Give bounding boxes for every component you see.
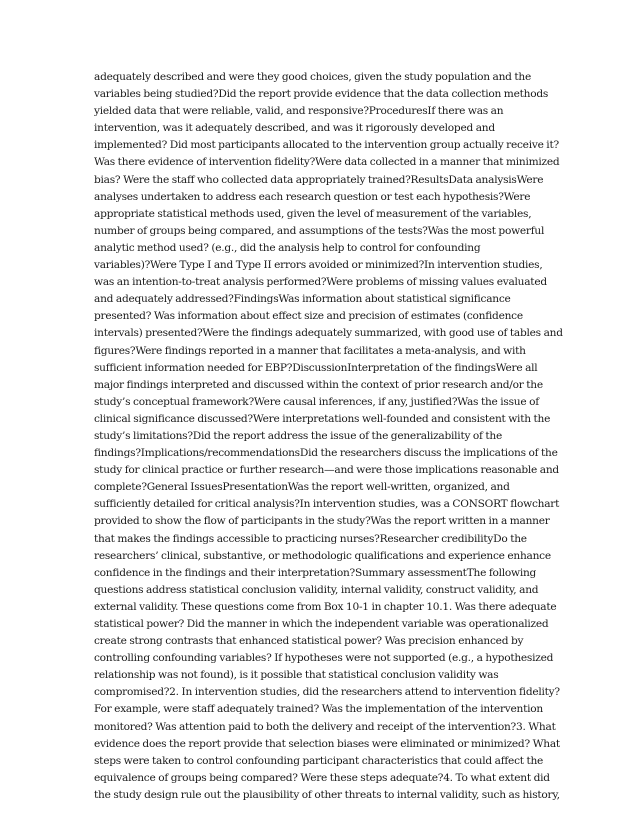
text-line: and adequately addressed?FindingsWas information about statistical significance: [94, 293, 511, 306]
text-line: appropriate statistical methods used, given the level of measurement of the variables,: [94, 207, 532, 220]
text-line: For example, were staff adequately trained? Was the implementation of the intervention: [94, 703, 543, 716]
body-text: [94, 69, 563, 804]
text-line: presented? Was information about effect size and precision of estimates (confidence: [94, 310, 523, 323]
text-line: figures?Were findings reported in a manner that facilitates a meta-analysis, and with: [94, 344, 526, 357]
text-line: sufficient information needed for EBP?DiscussionInterpretation of the findingsWere all: [94, 361, 538, 374]
text-line: create strong contrasts that enhanced statistical power? Was precision enhanced by: [94, 635, 524, 648]
text-line: analyses undertaken to address each research question or test each hypothesis?Were: [94, 190, 531, 203]
text-line: yielded data that were reliable, valid, and responsive?ProceduresIf there was an: [94, 105, 504, 118]
text-line: compromised?2. In intervention studies, did the researchers attend to intervention fidelity?: [94, 686, 560, 699]
text-line: relationship was not found), is it possible that statistical conclusion validity was: [94, 669, 499, 682]
text-line: statistical power? Did the manner in which the independent variable was operationalized: [94, 618, 549, 630]
text-line: was an intention-to-treat analysis performed?Were problems of missing values evaluated: [94, 276, 547, 289]
text-line: sufficiently detailed for critical analysis?In intervention studies, was a CONSORT flowchart: [94, 498, 560, 511]
text-line: study’s limitations?Did the report address the issue of the generalizability of the: [94, 429, 503, 442]
text-line: intervals) presented?Were the findings adequately summarized, with good use of tables and: [94, 327, 563, 340]
text-line: evidence does the report provide that selection biases were eliminated or minimized? What: [94, 737, 560, 750]
text-line: steps were taken to control confounding participant characteristics that could affect the: [94, 754, 544, 767]
text-line: number of groups being compared, and assumptions of the tests?Was the most powerful: [94, 224, 545, 237]
text-line: confidence in the findings and their interpretation?Summary assessmentThe following: [94, 566, 537, 579]
text-line: bias? Were the staff who collected data appropriately trained?ResultsData analysisWere: [94, 173, 544, 186]
text-line: provided to show the flow of participants in the study?Was the report written in a manner: [94, 515, 550, 528]
text-line: intervention, was it adequately described, and was it rigorously developed and: [94, 122, 495, 135]
text-line: that makes the findings accessible to practicing nurses?Researcher credibilityDo the: [94, 532, 527, 545]
text-line: monitored? Was attention paid to both the delivery and receipt of the intervention?3. What: [94, 720, 556, 733]
text-line: findings?Implications/recommendationsDid the researchers discuss the implications of the: [94, 447, 558, 460]
text-line: clinical significance discussed?Were interpretations well-founded and consistent with the: [94, 412, 551, 425]
text-line: analytic method used? (e.g., did the analysis help to control for confounding: [94, 241, 481, 254]
text-line: implemented? Did most participants allocated to the intervention group actually receive it?: [94, 139, 559, 152]
text-line: researchers’ clinical, substantive, or methodologic qualifications and experience enhance: [94, 549, 551, 562]
text-line: variables being studied?Did the report provide evidence that the data collection methods: [94, 88, 549, 101]
text-line: variables)?Were Type I and Type II errors avoided or minimized?In intervention studies,: [94, 259, 543, 272]
text-line: major findings interpreted and discussed within the context of prior research and/or the: [94, 378, 543, 391]
text-line: study for clinical practice or further research—and were those implications reasonable and: [94, 464, 559, 477]
text-line: Was there evidence of intervention fidelity?Were data collected in a manner that minimized: [94, 156, 560, 169]
text-line: questions address statistical conclusion validity, internal validity, construct validity, and: [94, 583, 539, 596]
text-line: adequately described and were they good choices, given the study population and the: [94, 71, 531, 83]
text-line: complete?General IssuesPresentationWas the report well-written, organized, and: [94, 481, 510, 494]
text-line: external validity. These questions come from Box 10-1 in chapter 10.1. Was there adequate: [94, 600, 557, 613]
text-line: study’s conceptual framework?Were causal inferences, if any, justified?Was the issue of: [94, 395, 539, 408]
text-line: controlling confounding variables? If hypotheses were not supported (e.g., a hypothesized: [94, 652, 554, 665]
text-line: equivalence of groups being compared? Were these steps adequate?4. To what extent did: [94, 771, 550, 784]
text-line: the study design rule out the plausibility of other threats to internal validity, such as history,: [94, 788, 560, 801]
